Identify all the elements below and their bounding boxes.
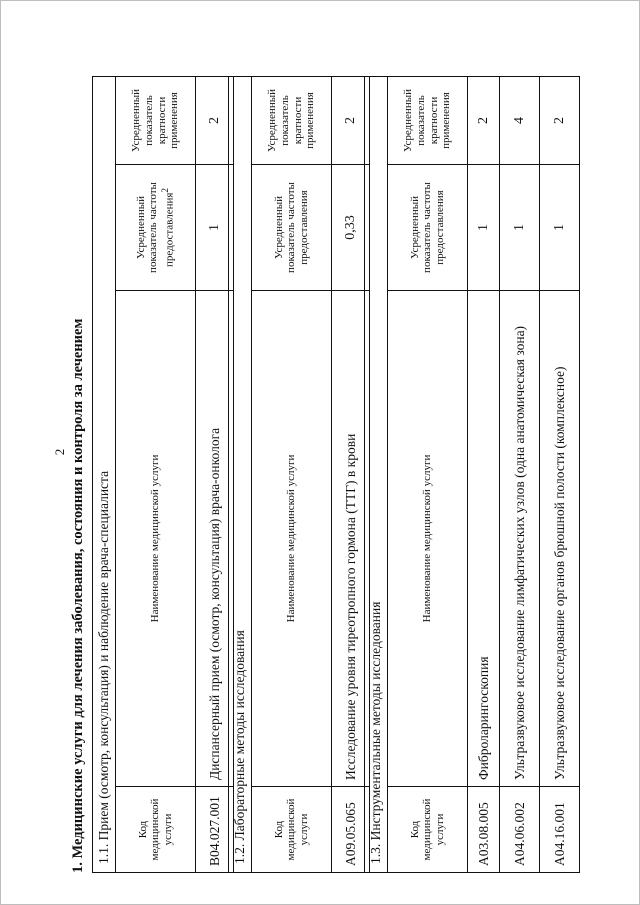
service-mult: 2	[540, 77, 580, 165]
service-code: А04.06.002	[500, 787, 540, 873]
services-table-1-3	[364, 76, 580, 873]
header-mult: Усредненный показатель кратности применения	[116, 77, 196, 165]
section-1-2	[228, 76, 370, 873]
section-title: 1.3. Инструментальные методы исследования	[365, 77, 388, 873]
header-freq	[116, 165, 196, 291]
header-freq: Усредненный показатель частоты предоставления	[388, 165, 468, 291]
service-mult: 4	[500, 77, 540, 165]
service-name: Ультразвуковое исследование органов брюшной полости (комплексное)	[540, 291, 580, 787]
section-title: 1.2. Лабораторные методы исследования	[229, 77, 252, 873]
header-name: Наименование медицинской услуги	[388, 291, 468, 787]
service-mult: 2	[468, 77, 500, 165]
service-freq: 0,33	[332, 165, 370, 291]
table-row	[468, 77, 500, 873]
header-mult: Усредненный показатель кратности применения	[252, 77, 332, 165]
table-row	[540, 77, 580, 873]
section-1-1	[92, 76, 234, 873]
service-name: Фиброларингоскопия	[468, 291, 500, 787]
service-freq: 1	[196, 165, 234, 291]
page-number: 2	[52, 448, 67, 456]
header-code: Код медицинской услуги	[116, 787, 196, 873]
table-row	[500, 77, 540, 873]
header-freq: Усредненный показатель частоты предоставления	[252, 165, 332, 291]
rotated-document	[70, 43, 610, 883]
section-title: 1.1. Прием (осмотр, консультация) и наблюдение врача-специалиста	[93, 77, 116, 873]
header-code: Код медицинской услуги	[252, 787, 332, 873]
service-freq: 1	[540, 165, 580, 291]
service-code: А03.08.005	[468, 787, 500, 873]
header-name: Наименование медицинской услуги	[252, 291, 332, 787]
section-1-3	[364, 76, 580, 873]
header-freq-text: Усредненный показатель частоты предоставления	[134, 182, 176, 273]
footnote-mark: 2	[159, 187, 170, 193]
service-code: А09.05.065	[332, 787, 370, 873]
service-mult: 2	[196, 77, 234, 165]
service-freq: 1	[500, 165, 540, 291]
header-code: Код медицинской услуги	[388, 787, 468, 873]
header-name: Наименование медицинской услуги	[116, 291, 196, 787]
header-mult: Усредненный показатель кратности применения	[388, 77, 468, 165]
service-freq: 1	[468, 165, 500, 291]
service-code: В04.027.001	[196, 787, 234, 873]
service-mult: 2	[332, 77, 370, 165]
services-table-1-2	[228, 76, 370, 873]
document-heading: 1. Медицинские услуги для лечения заболевания, состояния и контроля за лечением	[70, 318, 86, 873]
service-name: Ультразвуковое исследование лимфатических узлов (одна анатомическая зона)	[500, 291, 540, 787]
services-table-1-1	[92, 76, 234, 873]
service-name: Исследование уровня тиреотропного гормона (ТТГ) в крови	[332, 291, 370, 787]
service-code: А04.16.001	[540, 787, 580, 873]
service-name: Диспансерный прием (осмотр, консультация) врача-онколога	[196, 291, 234, 787]
